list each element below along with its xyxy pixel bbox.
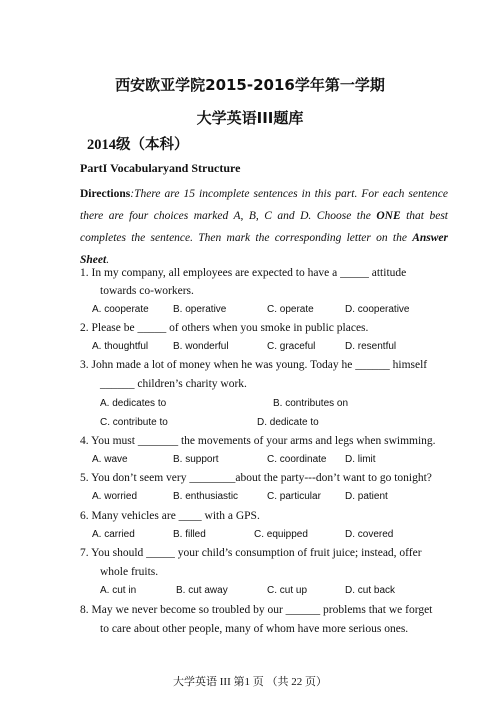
page-title-question-bank: 大学英语III题库 xyxy=(196,109,304,127)
question-2-option-b[interactable]: B. wonderful xyxy=(173,341,229,352)
question-7-option-d[interactable]: D. cut back xyxy=(345,585,396,596)
question-7-option-a[interactable]: A. cut in xyxy=(100,585,137,596)
directions-emphasis-answer-sheet: Answer Sheet xyxy=(80,232,448,266)
question-2-option-d[interactable]: D. resentful xyxy=(345,341,397,352)
question-1-option-b[interactable]: B. operative xyxy=(173,304,227,315)
question-5-option-b[interactable]: B. enthusiastic xyxy=(173,491,239,502)
question-7-line-1: 7. You should _____ your child’s consumption of fruit juice; instead, offer xyxy=(80,547,422,559)
question-4-option-d[interactable]: D. limit xyxy=(345,454,376,465)
question-4-option-a[interactable]: A. wave xyxy=(92,454,128,465)
directions-text-1: :There are 15 incomplete sentences in this part. For each sentence there are four choices marked A, B, C and D. Choose the xyxy=(80,188,448,222)
directions-text-3: . xyxy=(106,254,110,266)
question-4-option-c[interactable]: C. coordinate xyxy=(267,454,327,465)
question-7-option-b[interactable]: B. cut away xyxy=(176,585,228,596)
question-3-option-c[interactable]: C. contribute to xyxy=(100,417,168,428)
question-1-option-c[interactable]: C. operate xyxy=(267,304,314,315)
question-3-line-2: ______ children’s charity work. xyxy=(100,378,247,390)
directions-label: Directions xyxy=(80,188,131,200)
question-6-option-c[interactable]: C. equipped xyxy=(254,529,308,540)
question-3-option-d[interactable]: D. dedicate to xyxy=(257,417,319,428)
part-heading: PartI Vocabularyand Structure xyxy=(80,161,241,175)
question-2-option-c[interactable]: C. graceful xyxy=(267,341,316,352)
directions-emphasis-one: ONE xyxy=(376,210,401,222)
page-footer: 大学英语 III 第1 页 （共 22 页） xyxy=(173,676,327,688)
question-1-option-d[interactable]: D. cooperative xyxy=(345,304,410,315)
question-5-option-a[interactable]: A. worried xyxy=(92,491,138,502)
question-8-line-1: 8. May we never become so troubled by our ______ problems that we forget xyxy=(80,604,433,616)
page-title-institution: 西安欧亚学院2015-2016学年第一学期 xyxy=(115,76,385,94)
question-1-line-2: towards co-workers. xyxy=(100,285,194,297)
question-3-option-a[interactable]: A. dedicates to xyxy=(100,398,167,409)
question-7-line-2: whole fruits. xyxy=(100,566,159,578)
question-6-option-b[interactable]: B. filled xyxy=(173,529,206,540)
question-4-line-1: 4. You must _______ the movements of your arms and legs when swimming. xyxy=(80,435,436,447)
question-2-option-a[interactable]: A. thoughtful xyxy=(92,341,149,352)
question-2-line-1: 2. Please be _____ of others when you smoke in public places. xyxy=(80,322,369,334)
question-7-option-c[interactable]: C. cut up xyxy=(267,585,308,596)
question-3-option-b[interactable]: B. contributes on xyxy=(273,398,349,409)
grade-heading: 2014级（本科） xyxy=(87,137,189,153)
question-6-option-a[interactable]: A. carried xyxy=(92,529,135,540)
question-6-line-1: 6. Many vehicles are ____ with a GPS. xyxy=(80,510,260,522)
question-3-line-1: 3. John made a lot of money when he was young. Today he ______ himself xyxy=(80,359,428,371)
question-1-line-1: 1. In my company, all employees are expected to have a _____ attitude xyxy=(80,267,407,279)
directions-text-2: that best completes the sentence. Then mark the corresponding letter on the xyxy=(80,210,448,244)
directions-paragraph xyxy=(80,183,448,271)
question-5-option-d[interactable]: D. patient xyxy=(345,491,388,502)
question-5-line-1: 5. You don’t seem very ________about the party---don’t want to go tonight? xyxy=(80,472,432,484)
question-1-option-a[interactable]: A. cooperate xyxy=(92,304,149,315)
question-6-option-d[interactable]: D. covered xyxy=(345,529,394,540)
question-4-option-b[interactable]: B. support xyxy=(173,454,219,465)
question-5-option-c[interactable]: C. particular xyxy=(267,491,321,502)
question-8-line-2: to care about other people, many of whom have more serious ones. xyxy=(100,623,409,635)
